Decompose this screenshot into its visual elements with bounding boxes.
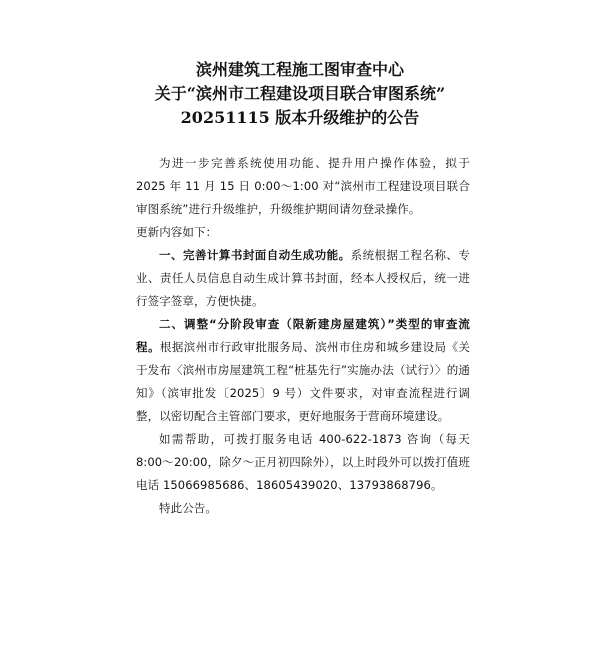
help-paragraph: 如需帮助，可拨打服务电话 400-622-1873 咨询（每天 8:00～20:00，除夕～正月初四除外），以上时段外可以拨打值班电话 15066985686、18605439020、13793868796。: [136, 432, 470, 492]
title-line-1: 滨州建筑工程施工图审查中心: [195, 60, 404, 79]
update-item-2-text: 根据滨州市行政审批服务局、滨州市住房和城乡建设局《关于发布〈滨州市房屋建筑工程“桩基先行”实施办法（试行）〉的通知》（滨审批发〔2025〕9 号）文件要求，对审查流程进行调整，以密切配合主管部门要求，更好地服务于营商环境建设。: [136, 340, 470, 423]
title-line-2: 关于“滨州市工程建设项目联合审图系统”: [154, 84, 446, 103]
closing-paragraph: 特此公告。: [159, 501, 217, 515]
intro-paragraph: 为进一步完善系统使用功能、提升用户操作体验，拟于 2025 年 11 月 15 日 0:00～1:00 对“滨州市工程建设项目联合审图系统”进行升级维护，升级维护期间请勿登录操作。: [136, 156, 470, 216]
update-item-1-text: 系统根据工程名称、专业、责任人员信息自动生成计算书封面，经本人授权后，统一进行签字签章，方便快捷。: [136, 248, 470, 308]
update-item-2: [136, 313, 470, 428]
update-item-2-lead: 二、调整“分阶段审查（限新建房屋建筑）”类型的审查流程。: [136, 317, 470, 354]
update-list-heading: 更新内容如下：: [136, 225, 218, 239]
update-item-1: [136, 244, 470, 313]
notice-title: [0, 58, 600, 130]
notice-body: [136, 152, 470, 520]
update-item-1-lead: 一、完善计算书封面自动生成功能。: [159, 248, 351, 262]
title-line-3: 20251115 版本升级维护的公告: [180, 108, 420, 127]
